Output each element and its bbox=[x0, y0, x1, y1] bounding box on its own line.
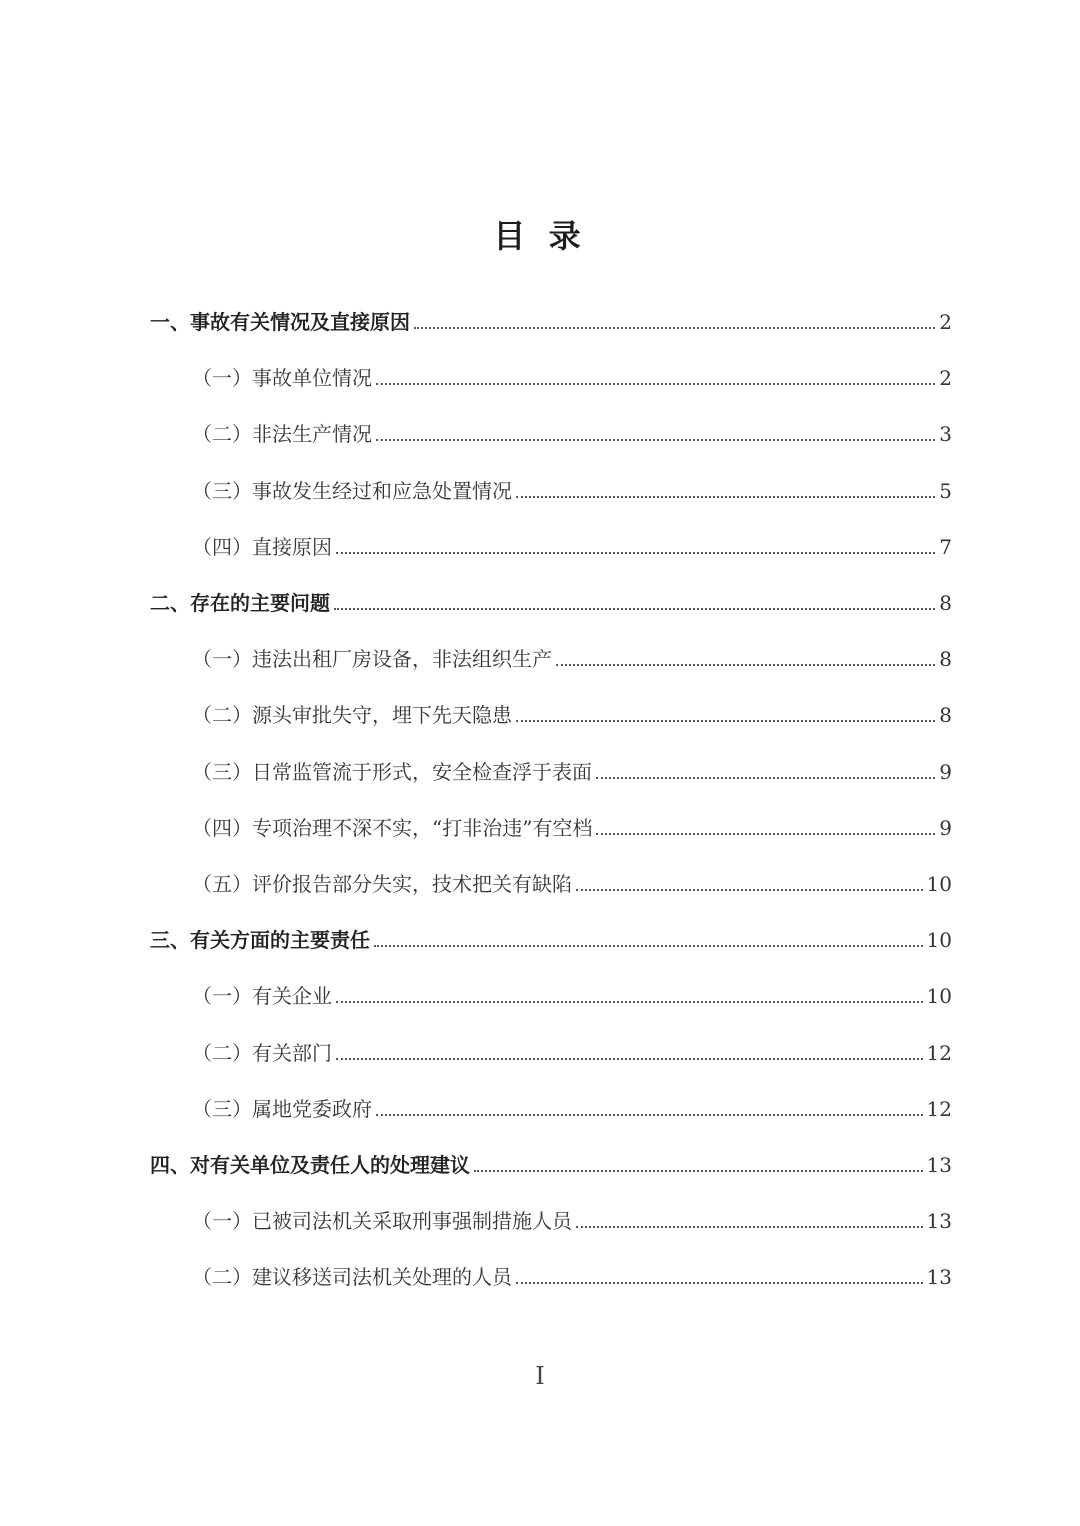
toc-subsection-entry[interactable] bbox=[192, 689, 952, 729]
toc-subsection-entry[interactable] bbox=[192, 352, 952, 392]
toc-entry-title: （一）已被司法机关采取刑事强制措施人员 bbox=[192, 1209, 572, 1234]
toc-entry-page-number: 3 bbox=[939, 422, 952, 447]
toc-subsection-entry[interactable] bbox=[192, 802, 952, 842]
dot-leader bbox=[376, 383, 935, 385]
toc-entry-title: （一）有关企业 bbox=[192, 984, 332, 1009]
toc-subsection-entry[interactable] bbox=[192, 521, 952, 561]
toc-subsection-entry[interactable] bbox=[192, 746, 952, 786]
dot-leader bbox=[516, 1282, 923, 1284]
toc-entry-page-number: 13 bbox=[926, 1153, 952, 1177]
toc-entry-title: 二、存在的主要问题 bbox=[150, 591, 330, 615]
toc-section-entry[interactable] bbox=[150, 914, 952, 954]
toc-entry-page-number: 2 bbox=[939, 310, 952, 334]
toc-subsection-entry[interactable] bbox=[192, 465, 952, 505]
dot-leader bbox=[516, 720, 935, 722]
toc-entry-title: （三）属地党委政府 bbox=[192, 1096, 372, 1121]
toc-subsection-entry[interactable] bbox=[192, 1027, 952, 1067]
toc-entry-page-number: 12 bbox=[926, 1040, 952, 1065]
toc-entry-page-number: 10 bbox=[926, 984, 952, 1009]
toc-section-entry[interactable] bbox=[150, 296, 952, 336]
toc-entry-page-number: 10 bbox=[926, 928, 952, 953]
toc-subsection-entry[interactable] bbox=[192, 1195, 952, 1235]
toc-subsection-entry[interactable] bbox=[192, 858, 952, 898]
toc-entry-page-number: 10 bbox=[926, 872, 952, 896]
toc-entry-title: （五）评价报告部分失实，技术把关有缺陷 bbox=[192, 872, 572, 896]
toc-section-entry[interactable] bbox=[150, 577, 952, 617]
toc-subsection-entry[interactable] bbox=[192, 1083, 952, 1123]
dot-leader bbox=[576, 889, 923, 891]
dot-leader bbox=[516, 496, 935, 498]
toc-entry-title: 三、有关方面的主要责任 bbox=[150, 928, 370, 953]
toc-entry-page-number: 2 bbox=[939, 366, 952, 391]
toc-entry-title: （二）源头审批失守，埋下先天隐患 bbox=[192, 703, 512, 728]
dot-leader bbox=[336, 552, 935, 554]
toc-entry-page-number: 8 bbox=[939, 591, 952, 615]
toc-entry-page-number: 8 bbox=[939, 647, 952, 672]
toc-entry-title: （一）事故单位情况 bbox=[192, 366, 372, 391]
dot-leader bbox=[576, 1226, 923, 1228]
toc-entry-page-number: 5 bbox=[939, 478, 952, 503]
dot-leader bbox=[374, 945, 923, 947]
toc-subsection-entry[interactable] bbox=[192, 1251, 952, 1291]
dot-leader bbox=[596, 777, 935, 779]
toc-entry-title: 一、事故有关情况及直接原因 bbox=[150, 310, 410, 334]
toc-entry-page-number: 8 bbox=[939, 703, 952, 728]
toc-entry-title: （三）日常监管流于形式，安全检查浮于表面 bbox=[192, 759, 592, 784]
toc-section-entry[interactable] bbox=[150, 1139, 952, 1179]
dot-leader bbox=[556, 664, 935, 666]
toc-entry-title: （四）专项治理不深不实，“打非治违”有空档 bbox=[192, 815, 593, 840]
toc-entry-page-number: 9 bbox=[939, 815, 952, 840]
dot-leader bbox=[336, 1058, 923, 1060]
toc-entry-title: （四）直接原因 bbox=[192, 534, 332, 559]
toc-subsection-entry[interactable] bbox=[192, 408, 952, 448]
toc-entry-page-number: 13 bbox=[926, 1209, 952, 1234]
toc-entry-title: （二）非法生产情况 bbox=[192, 422, 372, 447]
toc-entry-title: （三）事故发生经过和应急处置情况 bbox=[192, 478, 512, 503]
toc-entry-page-number: 7 bbox=[939, 534, 952, 559]
dot-leader bbox=[334, 608, 935, 610]
dot-leader bbox=[474, 1170, 923, 1172]
toc-entry-title: 四、对有关单位及责任人的处理建议 bbox=[150, 1153, 470, 1177]
toc-entry-page-number: 9 bbox=[939, 759, 952, 784]
toc-subsection-entry[interactable] bbox=[192, 633, 952, 673]
toc-entry-title: （一）违法出租厂房设备，非法组织生产 bbox=[192, 647, 552, 672]
dot-leader bbox=[376, 439, 935, 441]
dot-leader bbox=[414, 327, 935, 329]
page-number: I bbox=[535, 1362, 545, 1390]
toc-entry-page-number: 13 bbox=[926, 1265, 952, 1290]
dot-leader bbox=[376, 1114, 923, 1116]
dot-leader bbox=[336, 1001, 923, 1003]
toc-entry-title: （二）有关部门 bbox=[192, 1040, 332, 1065]
toc-entry-page-number: 12 bbox=[926, 1096, 952, 1121]
page-title: 目 录 bbox=[493, 217, 587, 256]
toc-entry-title: （二）建议移送司法机关处理的人员 bbox=[192, 1265, 512, 1290]
dot-leader bbox=[596, 833, 935, 835]
toc-subsection-entry[interactable] bbox=[192, 970, 952, 1010]
